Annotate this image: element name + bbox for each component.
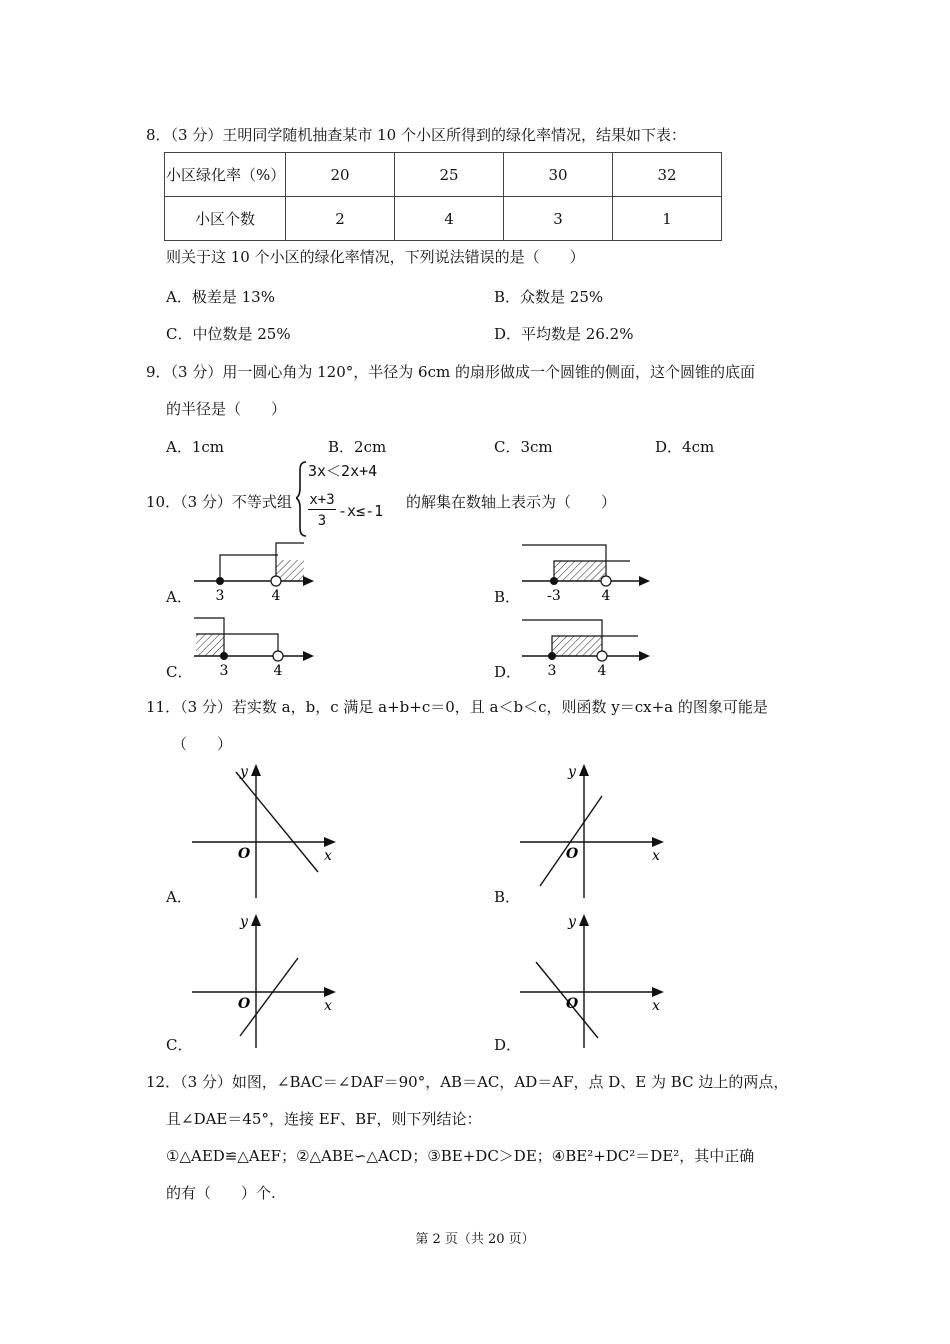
inequality-1: 3x＜2x+4 bbox=[308, 462, 378, 480]
q9-line2: 的半径是（ ） bbox=[166, 400, 287, 418]
q12-line4: 的有（ ）个. bbox=[166, 1184, 276, 1202]
q12-line1: 12．（3 分）如图，∠BAC＝∠DAF＝90°，AB＝AC，AD＝AF，点 D、E 为 BC 边上的两点， bbox=[146, 1073, 789, 1091]
tick-label: 3 bbox=[215, 588, 225, 604]
q10-option-c-label: C． bbox=[166, 663, 193, 681]
q12-line2: 且∠DAE＝45°，连接 EF、BF，则下列结论： bbox=[166, 1110, 482, 1128]
graph-a bbox=[190, 760, 350, 902]
x-axis-label: x bbox=[324, 848, 332, 864]
table-cell: 30 bbox=[504, 153, 613, 197]
q9-option-a: A．1cm bbox=[166, 438, 225, 456]
q10-option-d-label: D． bbox=[494, 663, 522, 681]
number-line-a bbox=[190, 540, 320, 610]
tick-label: 3 bbox=[219, 663, 229, 679]
q11-option-b-label: B． bbox=[494, 888, 521, 906]
tick-label: 4 bbox=[597, 663, 607, 679]
inequality-2-rest: -x≤-1 bbox=[338, 502, 384, 520]
q8-stem: 8．（3 分）王明同学随机抽查某市 10 个小区所得到的绿化率情况，结果如下表： bbox=[146, 126, 686, 144]
y-axis-label: y bbox=[568, 914, 576, 930]
q8-option-c: C．中位数是 25% bbox=[166, 325, 291, 343]
q9-line1: 9．（3 分）用一圆心角为 120°，半径为 6cm 的扇形做成一个圆锥的侧面，这个圆锥的底面 bbox=[146, 363, 755, 381]
number-line-c bbox=[190, 614, 320, 684]
fraction-denominator: 3 bbox=[317, 513, 327, 529]
y-axis-label: y bbox=[240, 764, 248, 780]
table-cell: 1 bbox=[613, 197, 722, 241]
q11-option-a-label: A． bbox=[166, 888, 192, 906]
q8-option-a: A．极差是 13% bbox=[166, 288, 275, 306]
graph-c bbox=[190, 910, 350, 1052]
fraction-numerator: x+3 bbox=[309, 492, 335, 508]
table-row bbox=[165, 153, 722, 197]
origin-label: O bbox=[566, 996, 579, 1012]
q9-option-b: B．2cm bbox=[328, 438, 387, 456]
q8-question: 则关于这 10 个小区的绿化率情况，下列说法错误的是（ ） bbox=[166, 248, 585, 266]
q10-option-b-label: B． bbox=[494, 588, 521, 606]
q10-prefix: 10．（3 分）不等式组 bbox=[146, 493, 292, 511]
number-line-b bbox=[518, 540, 653, 610]
table-cell: 25 bbox=[395, 153, 504, 197]
table-header-rate: 小区绿化率（%） bbox=[165, 153, 286, 197]
page-footer: 第 2 页（共 20 页） bbox=[415, 1232, 535, 1247]
q8-option-d: D．平均数是 26.2% bbox=[494, 325, 634, 343]
tick-label: -3 bbox=[547, 588, 561, 604]
q9-option-d: D．4cm bbox=[655, 438, 715, 456]
q10-option-a-label: A． bbox=[166, 588, 192, 606]
table-cell: 32 bbox=[613, 153, 722, 197]
tick-label: 4 bbox=[271, 588, 281, 604]
table-cell: 3 bbox=[504, 197, 613, 241]
q8-option-b: B．众数是 25% bbox=[494, 288, 604, 306]
table-cell: 20 bbox=[286, 153, 395, 197]
inequality-system bbox=[296, 458, 408, 538]
x-axis-label: x bbox=[652, 998, 660, 1014]
greening-rate-table bbox=[164, 152, 722, 241]
x-axis-label: x bbox=[324, 998, 332, 1014]
y-axis-label: y bbox=[240, 914, 248, 930]
origin-label: O bbox=[238, 996, 251, 1012]
y-axis-label: y bbox=[568, 764, 576, 780]
q12-line3: ①△AED≌△AEF；②△ABE∽△ACD；③BE+DC＞DE；④BE²+DC²＝DE²，其中正确 bbox=[166, 1147, 755, 1165]
q9-option-c: C．3cm bbox=[494, 438, 553, 456]
origin-label: O bbox=[238, 846, 251, 862]
tick-label: 4 bbox=[601, 588, 611, 604]
table-header-count: 小区个数 bbox=[165, 197, 286, 241]
tick-label: 4 bbox=[273, 663, 283, 679]
q11-line2: （ ） bbox=[172, 735, 233, 753]
q11-line1: 11．（3 分）若实数 a，b，c 满足 a+b+c＝0，且 a＜b＜c，则函数 y＝cx+a 的图象可能是 bbox=[146, 698, 768, 716]
origin-label: O bbox=[566, 846, 579, 862]
graph-b bbox=[518, 760, 678, 902]
table-cell: 4 bbox=[395, 197, 504, 241]
table-cell: 2 bbox=[286, 197, 395, 241]
q11-option-d-label: D． bbox=[494, 1036, 522, 1054]
number-line-d bbox=[518, 614, 653, 684]
graph-d bbox=[518, 910, 678, 1052]
table-row bbox=[165, 197, 722, 241]
q11-option-c-label: C． bbox=[166, 1036, 193, 1054]
x-axis-label: x bbox=[652, 848, 660, 864]
tick-label: 3 bbox=[547, 663, 557, 679]
q10-suffix: 的解集在数轴上表示为（ ） bbox=[406, 493, 617, 511]
